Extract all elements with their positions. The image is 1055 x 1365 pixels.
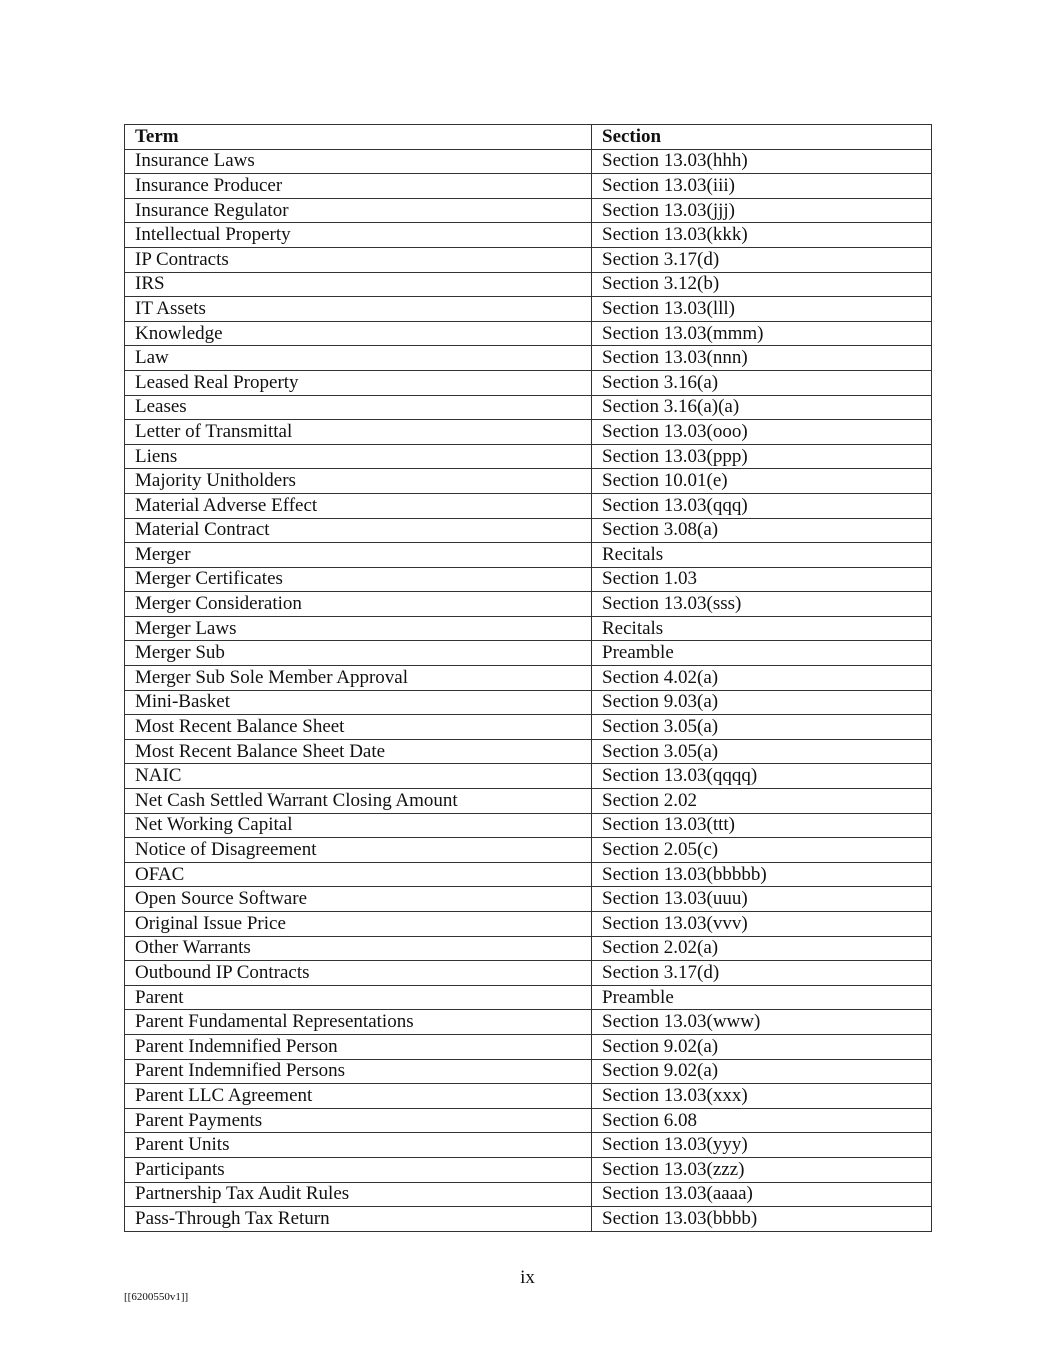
table-row (125, 1010, 932, 1035)
table-row (125, 690, 932, 715)
table-row (125, 1207, 932, 1232)
term-cell: Other Warrants (125, 936, 592, 961)
term-cell: IT Assets (125, 297, 592, 322)
term-cell: Parent Fundamental Representations (125, 1010, 592, 1035)
term-cell: Insurance Laws (125, 149, 592, 174)
term-cell: Insurance Producer (125, 174, 592, 199)
term-cell: Merger Sub Sole Member Approval (125, 666, 592, 691)
section-cell: Section 13.03(nnn) (592, 346, 932, 371)
term-cell: Insurance Regulator (125, 198, 592, 223)
table-row (125, 1034, 932, 1059)
term-cell: IP Contracts (125, 247, 592, 272)
table-row (125, 493, 932, 518)
term-cell: Leased Real Property (125, 370, 592, 395)
term-cell: Merger (125, 543, 592, 568)
term-cell: Parent Indemnified Persons (125, 1059, 592, 1084)
section-cell: Section 3.16(a) (592, 370, 932, 395)
table-row (125, 739, 932, 764)
table-header-row (125, 125, 932, 150)
document-id: [[6200550v1]] (124, 1291, 189, 1303)
section-cell: Section 10.01(e) (592, 469, 932, 494)
section-cell: Section 13.03(mmm) (592, 321, 932, 346)
section-cell: Section 6.08 (592, 1108, 932, 1133)
section-cell: Section 13.03(yyy) (592, 1133, 932, 1158)
term-cell: Merger Certificates (125, 567, 592, 592)
table-row (125, 420, 932, 445)
section-cell: Section 13.03(www) (592, 1010, 932, 1035)
term-cell: Net Working Capital (125, 813, 592, 838)
defined-terms-table (124, 124, 932, 1232)
section-cell: Section 13.03(iii) (592, 174, 932, 199)
term-cell: Material Adverse Effect (125, 493, 592, 518)
section-cell: Section 3.17(d) (592, 961, 932, 986)
table-row (125, 789, 932, 814)
section-cell: Section 13.03(zzz) (592, 1157, 932, 1182)
table-row (125, 616, 932, 641)
table-row (125, 370, 932, 395)
table-row (125, 887, 932, 912)
table-row (125, 297, 932, 322)
section-cell: Section 13.03(jjj) (592, 198, 932, 223)
term-cell: Merger Consideration (125, 592, 592, 617)
section-cell: Preamble (592, 985, 932, 1010)
table-row (125, 346, 932, 371)
table-row (125, 469, 932, 494)
table-row (125, 198, 932, 223)
section-column-header: Section (592, 125, 932, 150)
table-row (125, 592, 932, 617)
table-row (125, 912, 932, 937)
table-row (125, 543, 932, 568)
section-cell: Section 13.03(qqq) (592, 493, 932, 518)
term-cell: Law (125, 346, 592, 371)
table-row (125, 936, 932, 961)
table-row (125, 518, 932, 543)
term-cell: Merger Laws (125, 616, 592, 641)
section-cell: Section 13.03(kkk) (592, 223, 932, 248)
table-row (125, 764, 932, 789)
term-cell: Most Recent Balance Sheet (125, 715, 592, 740)
table-row (125, 1133, 932, 1158)
table-row (125, 961, 932, 986)
term-cell: IRS (125, 272, 592, 297)
table-row (125, 174, 932, 199)
section-cell: Section 3.16(a)(a) (592, 395, 932, 420)
term-cell: Outbound IP Contracts (125, 961, 592, 986)
table-row (125, 838, 932, 863)
section-cell: Section 3.17(d) (592, 247, 932, 272)
section-cell: Section 13.03(ppp) (592, 444, 932, 469)
section-cell: Section 3.08(a) (592, 518, 932, 543)
section-cell: Section 2.02(a) (592, 936, 932, 961)
section-cell: Section 13.03(qqqq) (592, 764, 932, 789)
table-row (125, 1108, 932, 1133)
table-body (125, 149, 932, 1231)
section-cell: Section 4.02(a) (592, 666, 932, 691)
table-row (125, 321, 932, 346)
section-cell: Recitals (592, 543, 932, 568)
table-row (125, 395, 932, 420)
term-cell: Net Cash Settled Warrant Closing Amount (125, 789, 592, 814)
term-cell: Participants (125, 1157, 592, 1182)
section-cell: Section 3.05(a) (592, 739, 932, 764)
term-cell: Parent Indemnified Person (125, 1034, 592, 1059)
section-cell: Section 3.05(a) (592, 715, 932, 740)
table-row (125, 641, 932, 666)
term-cell: Merger Sub (125, 641, 592, 666)
section-cell: Preamble (592, 641, 932, 666)
section-cell: Section 13.03(vvv) (592, 912, 932, 937)
term-cell: Liens (125, 444, 592, 469)
table-row (125, 1084, 932, 1109)
table-row (125, 985, 932, 1010)
term-cell: Notice of Disagreement (125, 838, 592, 863)
section-cell: Section 9.02(a) (592, 1034, 932, 1059)
table-row (125, 1182, 932, 1207)
section-cell: Section 9.02(a) (592, 1059, 932, 1084)
table-row (125, 149, 932, 174)
section-cell: Recitals (592, 616, 932, 641)
term-cell: OFAC (125, 862, 592, 887)
table-row (125, 247, 932, 272)
term-cell: Parent LLC Agreement (125, 1084, 592, 1109)
page-number: ix (520, 1267, 535, 1288)
table-row (125, 1157, 932, 1182)
term-column-header: Term (125, 125, 592, 150)
term-cell: Intellectual Property (125, 223, 592, 248)
term-cell: Mini-Basket (125, 690, 592, 715)
table-row (125, 715, 932, 740)
section-cell: Section 2.02 (592, 789, 932, 814)
term-cell: Parent (125, 985, 592, 1010)
section-cell: Section 13.03(sss) (592, 592, 932, 617)
term-cell: Original Issue Price (125, 912, 592, 937)
section-cell: Section 13.03(ttt) (592, 813, 932, 838)
table-row (125, 862, 932, 887)
term-cell: Letter of Transmittal (125, 420, 592, 445)
term-cell: Leases (125, 395, 592, 420)
section-cell: Section 1.03 (592, 567, 932, 592)
term-cell: Parent Payments (125, 1108, 592, 1133)
table-row (125, 1059, 932, 1084)
table-row (125, 444, 932, 469)
section-cell: Section 13.03(aaaa) (592, 1182, 932, 1207)
table-row (125, 813, 932, 838)
section-cell: Section 13.03(ooo) (592, 420, 932, 445)
section-cell: Section 2.05(c) (592, 838, 932, 863)
term-cell: Parent Units (125, 1133, 592, 1158)
term-cell: Pass-Through Tax Return (125, 1207, 592, 1232)
section-cell: Section 3.12(b) (592, 272, 932, 297)
term-cell: Partnership Tax Audit Rules (125, 1182, 592, 1207)
section-cell: Section 13.03(bbbbb) (592, 862, 932, 887)
table-row (125, 223, 932, 248)
term-cell: Most Recent Balance Sheet Date (125, 739, 592, 764)
term-cell: Open Source Software (125, 887, 592, 912)
term-cell: Knowledge (125, 321, 592, 346)
section-cell: Section 13.03(uuu) (592, 887, 932, 912)
section-cell: Section 13.03(bbbb) (592, 1207, 932, 1232)
table-row (125, 272, 932, 297)
term-cell: NAIC (125, 764, 592, 789)
section-cell: Section 13.03(lll) (592, 297, 932, 322)
term-cell: Material Contract (125, 518, 592, 543)
table-row (125, 567, 932, 592)
section-cell: Section 13.03(xxx) (592, 1084, 932, 1109)
table-row (125, 666, 932, 691)
section-cell: Section 13.03(hhh) (592, 149, 932, 174)
section-cell: Section 9.03(a) (592, 690, 932, 715)
term-cell: Majority Unitholders (125, 469, 592, 494)
